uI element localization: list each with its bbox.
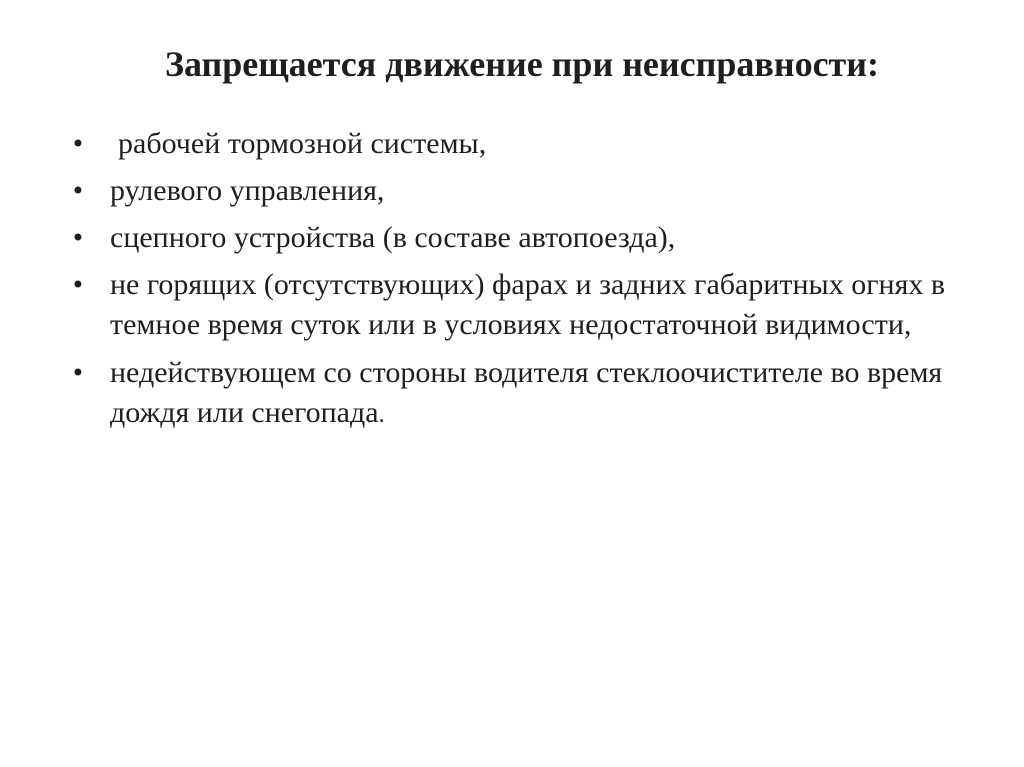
bullet-text: рулевого управления, [110, 174, 385, 207]
list-item [68, 124, 988, 164]
bullet-icon: • [70, 359, 86, 387]
bullet-text: сцепного устройства (в составе автопоезда), [110, 221, 676, 254]
list-item [68, 265, 988, 345]
list-item [68, 218, 988, 258]
bullet-text: рабочей тормозной системы, [118, 127, 487, 160]
list-item [68, 171, 988, 211]
bullet-text-ending: . [378, 402, 385, 428]
list-item [68, 353, 988, 435]
bullet-text: не горящих (отсутствующих) фарах и задних габаритных огнях в темное время суток или в условиях недостаточной видимости, [110, 268, 946, 341]
bullet-icon: • [70, 177, 86, 205]
slide-title: Запрещается движение при неисправности: [165, 44, 879, 84]
bullet-list [68, 124, 988, 442]
bullet-text [110, 353, 988, 435]
bullet-icon: • [70, 130, 86, 158]
bullet-icon: • [70, 271, 86, 299]
bullet-text-main: недействующем со стороны водителя стеклоочистителе во время дождя или снегопада [110, 356, 943, 429]
bullet-icon: • [70, 224, 86, 252]
